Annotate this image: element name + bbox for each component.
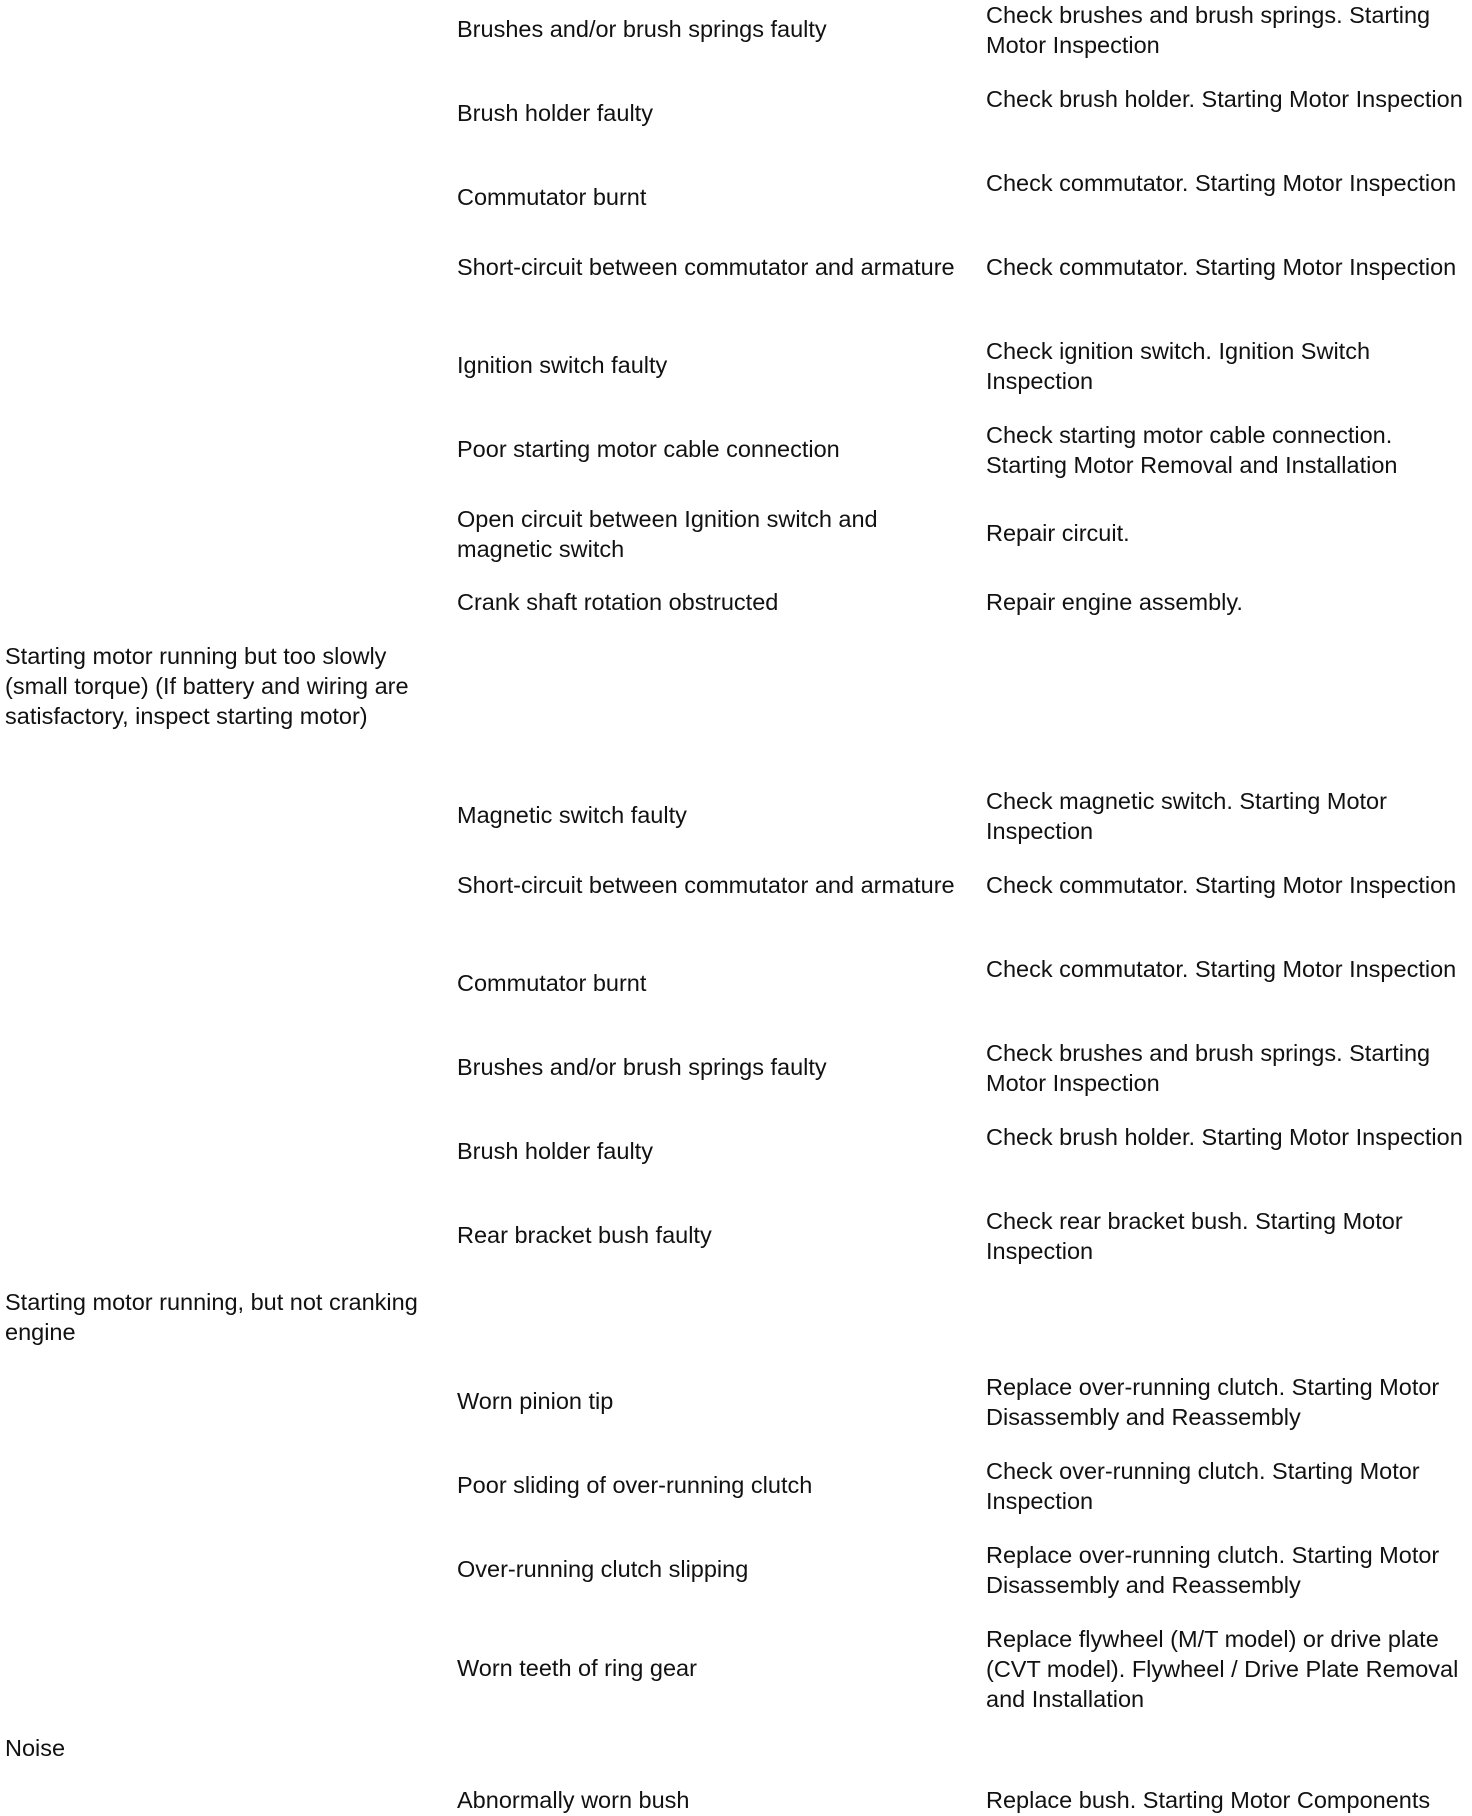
cause-cell: Open circuit between Ignition switch and magnetic switch [457,506,878,562]
symptom-label: Starting motor running, but not cranking engine [5,1289,418,1345]
cause-cell: Poor starting motor cable connection [457,436,840,462]
cause-cell: Rear bracket bush faulty [457,1222,712,1248]
remedy-cell: Repair circuit. [986,520,1130,546]
remedy-cell: Check commutator. Starting Motor Inspection [986,872,1457,898]
cause-cell: Commutator burnt [457,970,647,996]
cause-cell: Crank shaft rotation obstructed [457,589,779,615]
remedy-cell: Replace flywheel (M/T model) or drive plate (CVT model). Flywheel / Drive Plate Removal and Installation [986,1626,1459,1712]
remedy-cell: Check over-running clutch. Starting Motor Inspection [986,1458,1420,1514]
symptom-label: Starting motor running but too slowly (small torque) (If battery and wiring are satisfactory, inspect starting motor) [5,643,409,729]
remedy-cell: Check starting motor cable connection. Starting Motor Removal and Installation [986,422,1398,478]
remedy-cell: Check brushes and brush springs. Starting Motor Inspection [986,2,1431,58]
cause-cell: Commutator burnt [457,184,647,210]
cause-cell: Brushes and/or brush springs faulty [457,16,827,42]
remedy-cell: Replace over-running clutch. Starting Motor Disassembly and Reassembly [986,1542,1440,1598]
remedy-cell: Check ignition switch. Ignition Switch Inspection [986,338,1371,394]
cause-cell: Ignition switch faulty [457,352,668,378]
remedy-cell: Check brushes and brush springs. Starting Motor Inspection [986,1040,1431,1096]
cause-cell: Brush holder faulty [457,100,653,126]
remedy-cell: Check commutator. Starting Motor Inspection [986,254,1457,280]
remedy-cell: Check rear bracket bush. Starting Motor Inspection [986,1208,1403,1264]
remedy-cell: Check commutator. Starting Motor Inspection [986,956,1457,982]
remedy-cell: Check brush holder. Starting Motor Inspection [986,86,1463,112]
remedy-cell: Check brush holder. Starting Motor Inspection [986,1124,1463,1150]
cause-cell: Short-circuit between commutator and armature [457,872,955,898]
cause-cell: Short-circuit between commutator and armature [457,254,955,280]
cause-cell: Brush holder faulty [457,1138,653,1164]
cause-cell: Over-running clutch slipping [457,1556,749,1582]
remedy-cell: Repair engine assembly. [986,589,1243,615]
cause-cell: Worn pinion tip [457,1388,614,1414]
cause-cell: Brushes and/or brush springs faulty [457,1054,827,1080]
cause-cell: Magnetic switch faulty [457,802,687,828]
remedy-cell: Check commutator. Starting Motor Inspection [986,170,1457,196]
remedy-cell: Replace bush. Starting Motor Components [986,1787,1431,1813]
cause-cell: Worn teeth of ring gear [457,1655,697,1681]
cause-cell: Abnormally worn bush [457,1787,690,1813]
cause-cell: Poor sliding of over-running clutch [457,1472,813,1498]
remedy-cell: Replace over-running clutch. Starting Motor Disassembly and Reassembly [986,1374,1440,1430]
symptom-label: Noise [5,1735,66,1761]
remedy-cell: Check magnetic switch. Starting Motor Inspection [986,788,1387,844]
